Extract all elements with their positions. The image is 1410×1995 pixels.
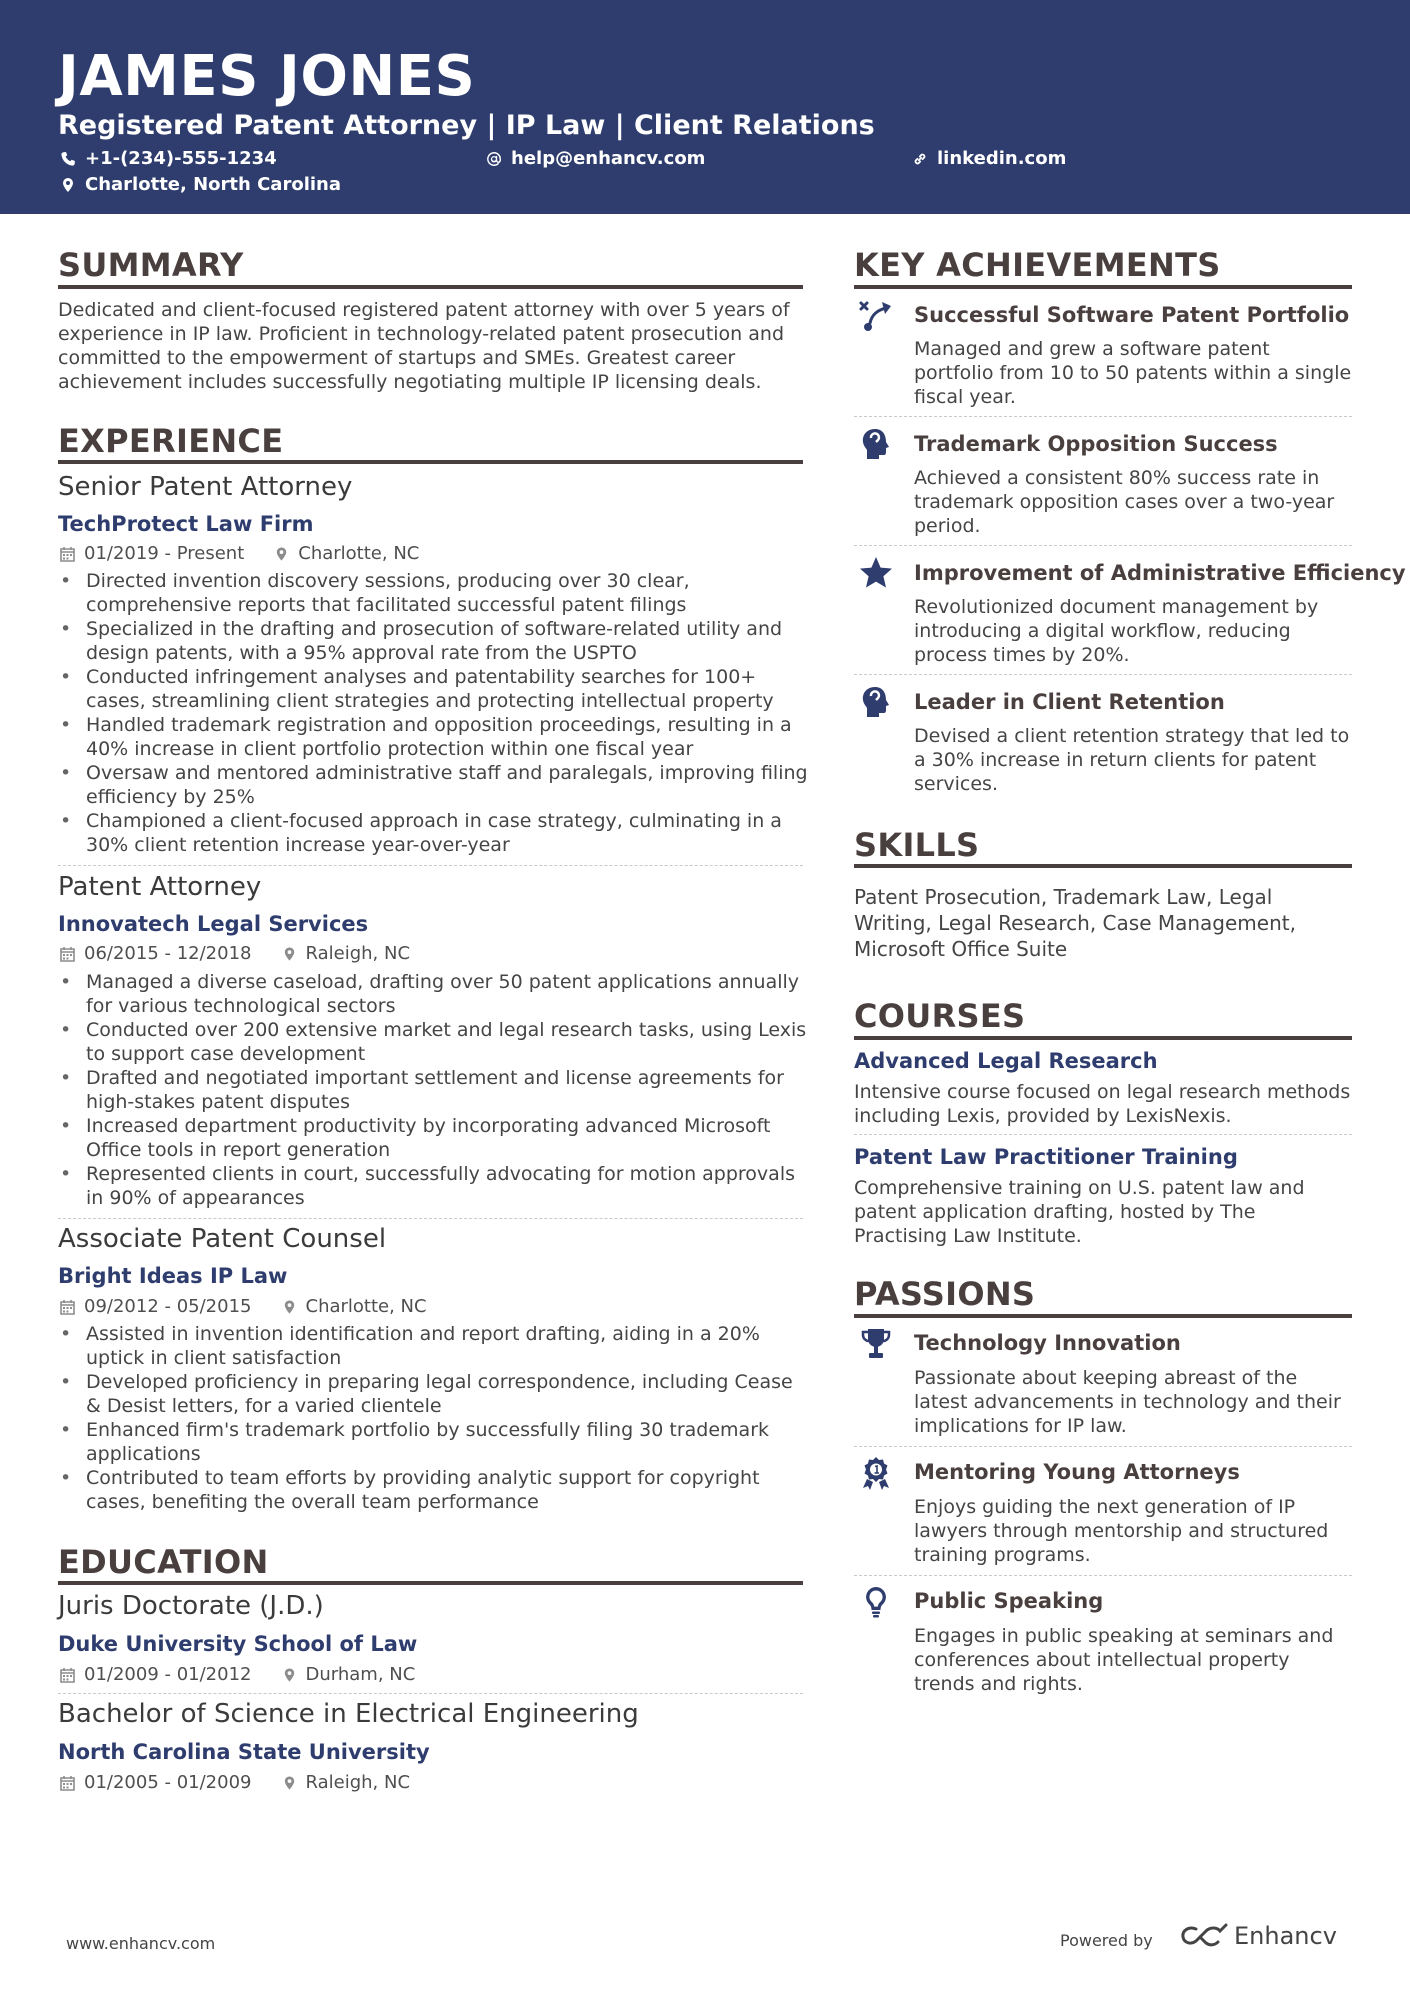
job-meta xyxy=(60,943,410,964)
job-location: Raleigh, NC xyxy=(305,943,411,964)
divider xyxy=(854,674,1352,675)
powered-by-label: Powered by xyxy=(1060,1931,1153,1950)
job-company: TechProtect Law Firm xyxy=(58,512,314,536)
passion-desc: Passionate about keeping abreast of the latest advancements in technology and their implications for IP law. xyxy=(914,1367,1341,1437)
location-contact xyxy=(60,174,341,195)
at-icon xyxy=(486,151,502,167)
job-bullet: • Conducted over 200 extensive market and legal research tasks, using Lexis to support case development xyxy=(58,1018,808,1066)
calendar-icon xyxy=(60,1775,75,1791)
passions-heading: PASSIONS xyxy=(854,1275,1036,1313)
job-dates: 01/2019 - Present xyxy=(84,543,245,564)
resume-header xyxy=(0,0,1410,214)
job-bullet: • Directed invention discovery sessions, producing over 30 clear, comprehensive reports that facilitated successful patent filings xyxy=(58,569,808,617)
passion-title: Mentoring Young Attorneys xyxy=(914,1460,1240,1484)
passion-desc: Engages in public speaking at seminars and conferences about intellectual property trends and rights. xyxy=(914,1625,1334,1695)
education-location: Raleigh, NC xyxy=(305,1772,411,1793)
divider xyxy=(854,1575,1352,1576)
divider xyxy=(854,1134,1352,1135)
enhancv-logo-icon xyxy=(1180,1923,1228,1949)
award-icon xyxy=(858,1455,894,1491)
calendar-icon xyxy=(60,946,75,962)
degree: Juris Doctorate (J.D.) xyxy=(58,1591,324,1621)
divider xyxy=(854,1446,1352,1447)
job-bullet: • Conducted infringement analyses and patentability searches for 100+ cases, streamlining client strategies and protecting intellectual property xyxy=(58,665,808,713)
divider xyxy=(854,545,1352,546)
job-meta xyxy=(60,1296,427,1317)
job-bullets xyxy=(58,1322,808,1514)
job-role: Senior Patent Attorney xyxy=(58,472,353,502)
passion-title: Public Speaking xyxy=(914,1589,1104,1613)
phone-text: +1-(234)-555-1234 xyxy=(85,148,277,169)
job-bullet: • Enhanced firm's trademark portfolio by successfully filing 30 trademark applications xyxy=(58,1418,808,1466)
enhancv-logo[interactable] xyxy=(1180,1922,1337,1950)
footer-website[interactable]: www.enhancv.com xyxy=(66,1934,216,1953)
divider xyxy=(854,416,1352,417)
star-icon xyxy=(858,555,894,591)
lightbulb-icon xyxy=(858,1584,894,1620)
school: Duke University School of Law xyxy=(58,1632,418,1656)
email-text: help@enhancv.com xyxy=(511,148,706,169)
trophy-icon xyxy=(858,1326,894,1362)
course-desc: Comprehensive training on U.S. patent law and patent application drafting, hosted by The Practising Law Institute. xyxy=(854,1177,1305,1247)
course-desc: Intensive course focused on legal research methods including Lexis, provided by LexisNexis. xyxy=(854,1081,1351,1127)
passion-title: Technology Innovation xyxy=(914,1331,1181,1355)
courses-heading: COURSES xyxy=(854,997,1026,1035)
strategy-icon xyxy=(858,298,894,334)
job-bullet: • Assisted in invention identification and report drafting, aiding in a 20% uptick in client satisfaction xyxy=(58,1322,808,1370)
course-title: Advanced Legal Research xyxy=(854,1049,1158,1073)
achievement-desc: Managed and grew a software patent portfolio from 10 to 50 patents within a single fiscal year. xyxy=(914,338,1352,408)
achievement-title: Successful Software Patent Portfolio xyxy=(914,303,1350,327)
job-company: Bright Ideas IP Law xyxy=(58,1264,288,1288)
job-bullet: • Oversaw and mentored administrative staff and paralegals, improving filing efficiency by 25% xyxy=(58,761,808,809)
achievement-desc: Achieved a consistent 80% success rate in trademark opposition cases over a two-year period. xyxy=(914,467,1335,537)
location-pin-icon xyxy=(60,177,76,193)
divider xyxy=(58,1218,803,1219)
location-pin-icon xyxy=(282,1299,297,1315)
achievement-title: Trademark Opposition Success xyxy=(914,432,1278,456)
achievement-desc: Devised a client retention strategy that led to a 30% increase in return clients for patent services. xyxy=(914,725,1350,795)
education-meta xyxy=(60,1772,410,1793)
location-text: Charlotte, North Carolina xyxy=(85,174,341,195)
skills-text: Patent Prosecution, Trademark Law, Legal Writing, Legal Research, Case Management, Microsoft Office Suite xyxy=(854,885,1296,961)
location-pin-icon xyxy=(282,1775,297,1791)
job-bullet: • Championed a client-focused approach in case strategy, culminating in a 30% client retention increase year-over-year xyxy=(58,809,808,857)
experience-heading: EXPERIENCE xyxy=(58,422,284,460)
experience-rule xyxy=(58,460,803,464)
job-company: Innovatech Legal Services xyxy=(58,912,369,936)
passion-desc: Enjoys guiding the next generation of IP lawyers through mentorship and structured training programs. xyxy=(914,1496,1329,1566)
job-bullet: • Drafted and negotiated important settlement and license agreements for high-stakes patent disputes xyxy=(58,1066,808,1114)
head-icon xyxy=(858,426,894,462)
education-dates: 01/2009 - 01/2012 xyxy=(84,1664,252,1685)
summary-text: Dedicated and client-focused registered patent attorney with over 5 years of experience in IP law. Proficient in technology-related patent prosecution and committed to the empowerment of startups and SMEs. Greatest career achievement includes successfully negotiating multiple IP licensing deals. xyxy=(58,299,790,393)
achievements-heading: KEY ACHIEVEMENTS xyxy=(854,246,1221,284)
job-meta xyxy=(60,543,419,564)
education-heading: EDUCATION xyxy=(58,1543,269,1581)
achievements-rule xyxy=(854,285,1352,289)
job-role: Patent Attorney xyxy=(58,872,262,902)
passions-rule xyxy=(854,1314,1352,1318)
summary-rule xyxy=(58,285,803,289)
phone-icon xyxy=(60,151,76,167)
calendar-icon xyxy=(60,1667,75,1683)
candidate-title: Registered Patent Attorney | IP Law | Client Relations xyxy=(58,110,875,141)
head-icon xyxy=(858,684,894,720)
job-location: Charlotte, NC xyxy=(298,543,420,564)
job-bullet: • Represented clients in court, successfully advocating for motion approvals in 90% of appearances xyxy=(58,1162,808,1210)
job-dates: 09/2012 - 05/2015 xyxy=(84,1296,252,1317)
job-role: Associate Patent Counsel xyxy=(58,1224,387,1254)
candidate-name: JAMES JONES xyxy=(58,44,476,109)
job-bullets xyxy=(58,970,808,1210)
job-bullet: • Handled trademark registration and opposition proceedings, resulting in a 40% increase in client portfolio protection within one fiscal year xyxy=(58,713,808,761)
skills-rule xyxy=(854,864,1352,868)
website-contact[interactable] xyxy=(912,148,1066,169)
job-bullet: • Contributed to team efforts by providing analytic support for copyright cases, benefiting the overall team performance xyxy=(58,1466,808,1514)
email-contact[interactable] xyxy=(486,148,705,169)
job-bullet: • Specialized in the drafting and prosecution of software-related utility and design patents, with a 95% approval rate from the USPTO xyxy=(58,617,808,665)
courses-rule xyxy=(854,1036,1352,1040)
education-location: Durham, NC xyxy=(305,1664,416,1685)
calendar-icon xyxy=(60,1299,75,1315)
divider xyxy=(58,1693,803,1694)
calendar-icon xyxy=(60,546,75,562)
job-location: Charlotte, NC xyxy=(305,1296,427,1317)
location-pin-icon xyxy=(282,1667,297,1683)
website-text: linkedin.com xyxy=(937,148,1067,169)
job-bullet: • Increased department productivity by incorporating advanced Microsoft Office tools in report generation xyxy=(58,1114,808,1162)
link-icon xyxy=(912,151,928,167)
job-bullet: • Managed a diverse caseload, drafting over 50 patent applications annually for various technological sectors xyxy=(58,970,808,1018)
summary-heading: SUMMARY xyxy=(58,246,244,284)
achievement-desc: Revolutionized document management by introducing a digital workflow, reducing process times by 20%. xyxy=(914,596,1319,666)
school: North Carolina State University xyxy=(58,1740,430,1764)
job-dates: 06/2015 - 12/2018 xyxy=(84,943,252,964)
course-title: Patent Law Practitioner Training xyxy=(854,1145,1238,1169)
skills-heading: SKILLS xyxy=(854,826,980,864)
location-pin-icon xyxy=(274,546,289,562)
location-pin-icon xyxy=(282,946,297,962)
achievement-title: Improvement of Administrative Efficiency xyxy=(914,561,1406,585)
achievement-title: Leader in Client Retention xyxy=(914,690,1225,714)
divider xyxy=(58,865,803,866)
enhancv-brand-text: Enhancv xyxy=(1234,1922,1337,1950)
education-meta xyxy=(60,1664,415,1685)
phone-contact[interactable] xyxy=(60,148,277,169)
degree: Bachelor of Science in Electrical Engineering xyxy=(58,1699,639,1729)
education-rule xyxy=(58,1581,803,1585)
education-dates: 01/2005 - 01/2009 xyxy=(84,1772,252,1793)
job-bullets xyxy=(58,569,808,857)
job-bullet: • Developed proficiency in preparing legal correspondence, including Cease & Desist letters, for a varied clientele xyxy=(58,1370,808,1418)
